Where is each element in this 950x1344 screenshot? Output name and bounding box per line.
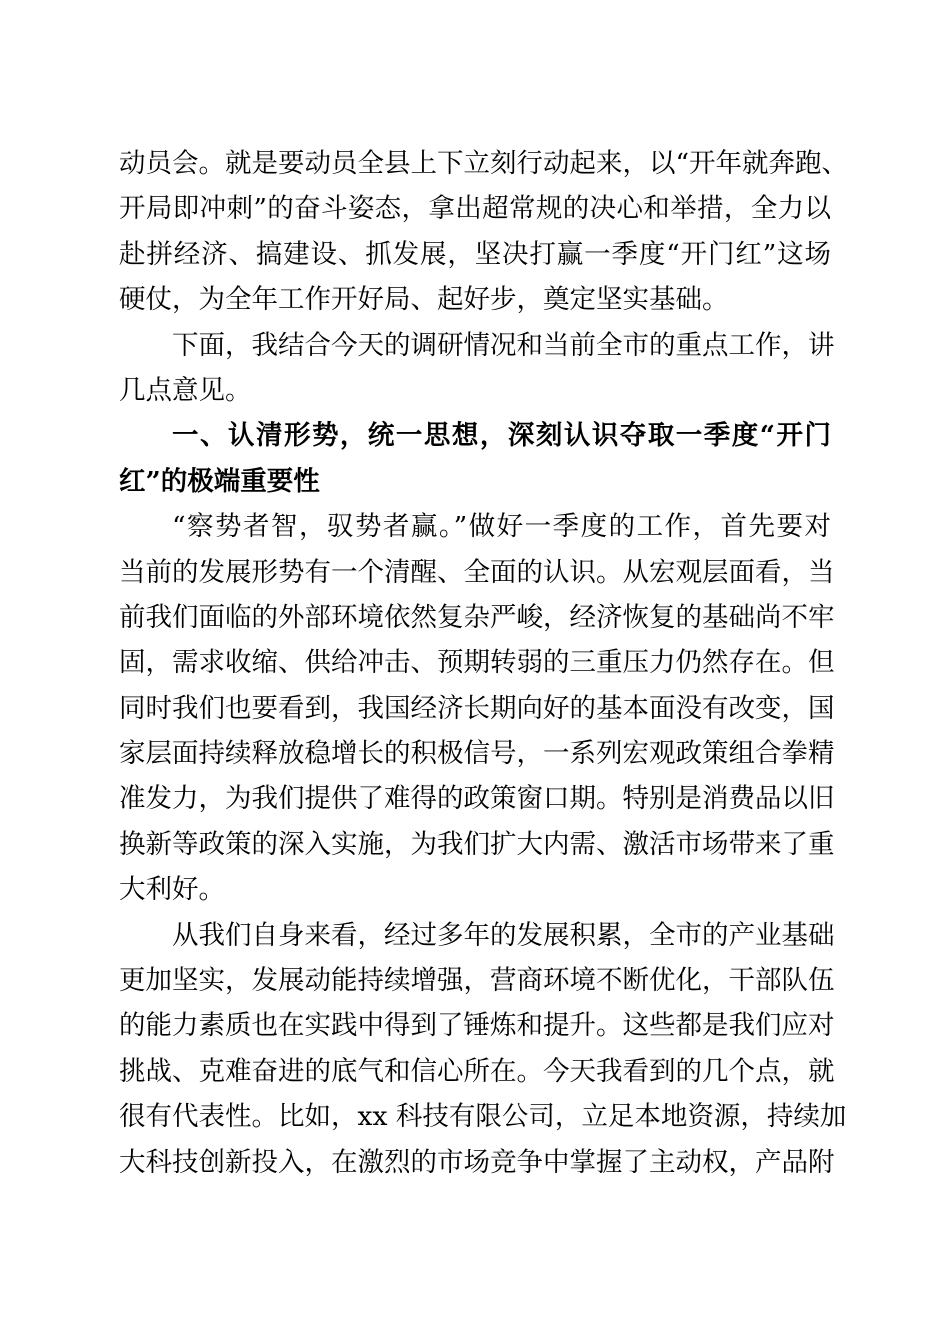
paragraph-situation [119, 504, 835, 913]
text-line: 挑战、克难奋进的底气和信心所在。今天我看到的几个点，就 [119, 1055, 835, 1087]
text-line: 赴拼经济、搞建设、抓发展，坚决打赢一季度“开门红”这场 [119, 238, 831, 270]
text-line: 同时我们也要看到，我国经济长期向好的基本面没有改变，国 [119, 692, 835, 724]
text-line: 当前的发展形势有一个清醒、全面的认识。从宏观层面看，当 [119, 556, 835, 588]
text-line: 更加坚实，发展动能持续增强，营商环境不断优化，干部队伍 [119, 965, 835, 997]
text-line: 换新等政策的深入实施，为我们扩大内需、激活市场带来了重 [119, 828, 835, 860]
section-heading-1 [119, 413, 831, 504]
paragraph-foundation [119, 913, 847, 1185]
text-line: 大科技创新投入，在激烈的市场竞争中掌握了主动权，产品附 [119, 1146, 835, 1178]
text-line: 几点意见。 [119, 374, 252, 406]
text-line: 的能力素质也在实践中得到了锤炼和提升。这些都是我们应对 [119, 1010, 835, 1042]
text-line: 准发力，为我们提供了难得的政策窗口期。特别是消费品以旧 [119, 783, 835, 815]
text-line: 动员会。就是要动员全县上下立刻行动起来，以“开年就奔跑、 [119, 148, 849, 179]
text-line: 从我们自身来看，经过多年的发展积累，全市的产业基础 [172, 919, 835, 951]
heading-line: 一、认清形势，统一思想，深刻认识夺取一季度“开门 [172, 420, 831, 452]
text-line: 固，需求收缩、供给冲击、预期转弱的三重压力仍然存在。但 [119, 647, 835, 679]
heading-line: 红”的极端重要性 [119, 465, 320, 497]
text-line: 很有代表性。比如，xx 科技有限公司，立足本地资源，持续加 [119, 1101, 847, 1133]
text-line: 开局即冲刺”的奋斗姿态，拿出超常规的决心和举措，全力以 [119, 193, 831, 225]
text-line: 大利好。 [119, 874, 225, 906]
paragraph-intro [119, 323, 835, 414]
text-line: 前我们面临的外部环境依然复杂严峻，经济恢复的基础尚不牢 [119, 601, 835, 633]
paragraph-mobilization [119, 141, 849, 323]
text-line: 硬仗，为全年工作开好局、起好步，奠定坚实基础。 [119, 284, 729, 316]
text-line: “察势者智，驭势者赢。”做好一季度的工作，首先要对 [172, 511, 831, 543]
document-body [119, 141, 849, 1185]
text-line: 下面，我结合今天的调研情况和当前全市的重点工作，讲 [172, 329, 835, 361]
text-line: 家层面持续释放稳增长的积极信号，一系列宏观政策组合拳精 [119, 738, 835, 770]
